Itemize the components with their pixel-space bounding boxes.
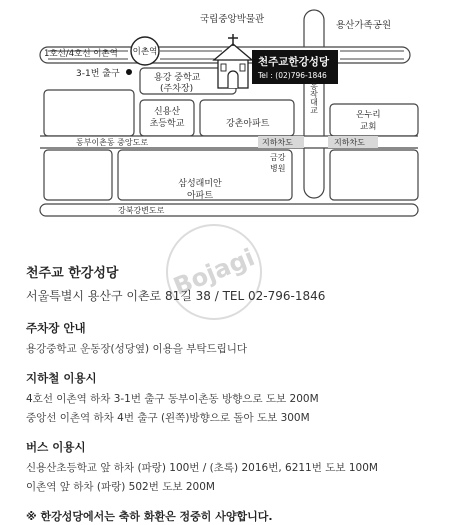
block-left [44, 90, 134, 136]
label-line1-4: 1호선/4호선 이촌역 [44, 49, 118, 59]
bus-line-2: 이촌역 앞 하차 (파랑) 502번 도보 200M [26, 481, 215, 493]
label-samsung-1: 삼성래미안 [178, 179, 222, 189]
directions-panel [26, 262, 446, 524]
label-family-park: 용산가족공원 [336, 20, 392, 31]
label-samsung-2: 아파트 [186, 191, 214, 201]
label-gangchon: 강촌아파트 [226, 119, 270, 129]
label-museum: 국립중앙박물관 [200, 14, 265, 25]
block-south-right [330, 150, 418, 200]
label-gangbuk-road: 강북강변도로 [118, 206, 165, 215]
label-onnuri-1: 온누리 [356, 110, 381, 120]
label-dongjak-bridge: 동작대교 [309, 82, 319, 114]
church-icon [214, 34, 252, 88]
church-address: 서울특별시 용산구 이촌로 81길 38 / TEL 02-796-1846 [26, 289, 326, 303]
subway-line-1: 4호선 이촌역 하차 3-1번 출구 동부이촌동 방향으로 도보 200M [26, 393, 319, 405]
label-geumgang-1: 금강 [270, 153, 286, 162]
watermark-text: Bojagi [169, 243, 259, 301]
label-underpass-2: 지하차도 [334, 138, 365, 147]
parking-heading: 주차장 안내 [26, 321, 86, 335]
parking-section [26, 320, 446, 356]
label-elementary-1: 신용산 [153, 107, 181, 117]
label-church-tel: Tel : (02)796-1846 [258, 71, 327, 80]
exit-dot [126, 69, 132, 75]
wreath-note: ※ 한강성당에서는 축하 화환은 정중히 사양합니다. [26, 510, 273, 523]
label-exit3-1: 3-1번 출구 [76, 69, 120, 79]
bus-line-1: 신용산초등학교 앞 하차 (파랑) 100번 / (초록) 2016번, 6211번 도보 100M [26, 462, 378, 474]
label-elementary-2: 초등학교 [149, 119, 185, 129]
label-geumgang-2: 병원 [270, 164, 286, 173]
block-elementary [140, 100, 194, 136]
label-church-name: 천주교한강성당 [258, 56, 330, 68]
label-underpass-1: 지하차도 [262, 138, 293, 147]
label-ichon-station: 이촌역 [132, 47, 158, 57]
label-onnuri-2: 교회 [360, 122, 377, 132]
label-dongbu-road: 동부이촌동 중앙도로 [76, 138, 149, 147]
road-gangbuk [40, 204, 418, 216]
location-map [0, 0, 458, 245]
label-school-2: (주차장) [160, 84, 194, 94]
bus-section [26, 439, 446, 494]
subway-heading: 지하철 이용시 [26, 371, 97, 385]
block-south-left [44, 150, 112, 200]
subway-section [26, 370, 446, 425]
block-gangchon [200, 100, 294, 136]
church-title: 천주교 한강성당 [26, 266, 119, 281]
subway-line-2: 중앙선 이촌역 하차 4번 출구 (왼쪽)방향으로 돌아 도보 300M [26, 412, 310, 424]
bus-heading: 버스 이용시 [26, 440, 86, 454]
label-school-1: 용강 중학교 [154, 73, 201, 83]
parking-line: 용강중학교 운동장(성당옆) 이용을 부탁드립니다 [26, 343, 248, 355]
